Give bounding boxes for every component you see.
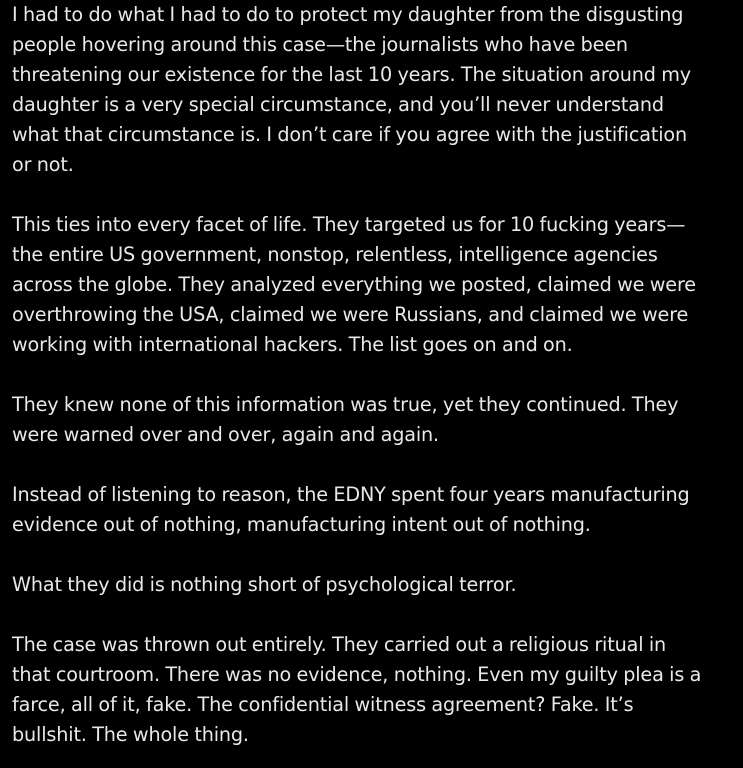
text-line: overthrowing the USA, claimed we were Russians, and claimed we were <box>12 303 689 326</box>
text-line: what that circumstance is. I don’t care if you agree with the justification <box>12 123 687 146</box>
text-line: They knew none of this information was true, yet they continued. They <box>12 393 679 416</box>
text-line: people hovering around this case—the journalists who have been <box>12 33 628 56</box>
text-line: working with international hackers. The list goes on and on. <box>12 333 573 356</box>
text-line: or not. <box>12 153 74 176</box>
text-line: the entire US government, nonstop, relentless, intelligence agencies <box>12 243 658 266</box>
post-paragraph-1 <box>12 0 724 180</box>
text-line: bullshit. The whole thing. <box>12 723 249 746</box>
post-paragraph-6 <box>12 630 724 750</box>
text-line: threatening our existence for the last 10 years. The situation around my <box>12 63 691 86</box>
text-line: This ties into every facet of life. They targeted us for 10 fucking years— <box>12 213 686 236</box>
post-paragraph-3 <box>12 390 724 450</box>
text-line: evidence out of nothing, manufacturing intent out of nothing. <box>12 513 591 536</box>
text-line: daughter is a very special circumstance, and you’ll never understand <box>12 93 664 116</box>
text-line: What they did is nothing short of psychological terror. <box>12 573 517 596</box>
text-line: were warned over and over, again and again. <box>12 423 440 446</box>
text-line: farce, all of it, fake. The confidential witness agreement? Fake. It’s <box>12 693 634 716</box>
text-line: Instead of listening to reason, the EDNY spent four years manufacturing <box>12 483 690 506</box>
text-line: across the globe. They analyzed everything we posted, claimed we were <box>12 273 696 296</box>
post-paragraph-2 <box>12 210 724 360</box>
post-paragraph-4 <box>12 480 724 540</box>
post-body <box>12 0 724 750</box>
text-line: I had to do what I had to do to protect my daughter from the disgusting <box>12 3 684 26</box>
text-line: that courtroom. There was no evidence, nothing. Even my guilty plea is a <box>12 663 702 686</box>
post-paragraph-5 <box>12 570 724 600</box>
text-line: The case was thrown out entirely. They carried out a religious ritual in <box>12 633 667 656</box>
